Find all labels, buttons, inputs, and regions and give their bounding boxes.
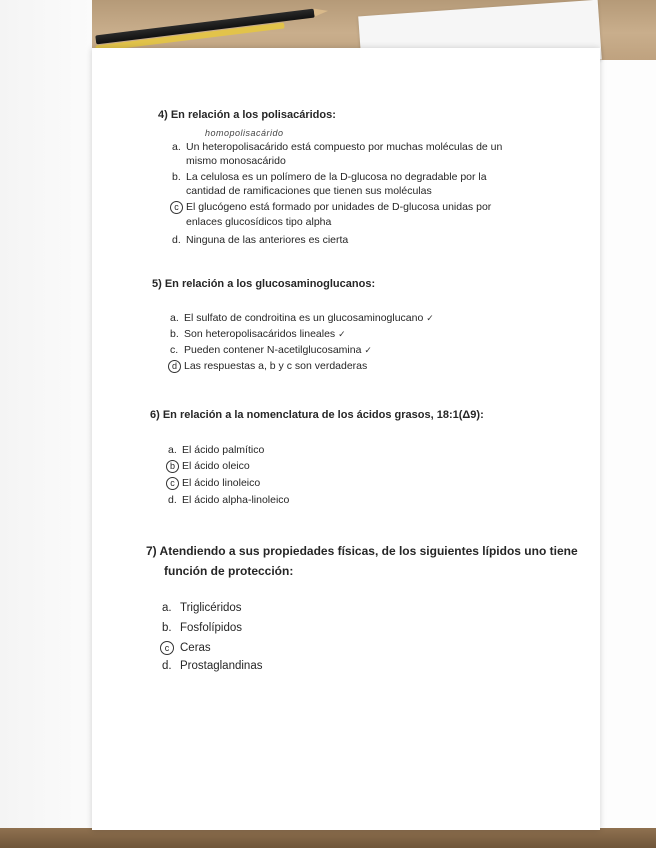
- checkmark-icon: ✓: [338, 329, 346, 339]
- q4-option-b: b. La celulosa es un polímero de la D-glucosa no degradable por la: [172, 171, 487, 183]
- question-6-title: 6) En relación a la nomenclatura de los ácidos grasos, 18:1(Δ9):: [150, 409, 484, 421]
- circled-answer-icon: c: [160, 641, 174, 655]
- question-4-title: 4) En relación a los polisacáridos:: [158, 109, 336, 121]
- q5-option-d: d Las respuestas a, b y c son verdaderas: [168, 359, 367, 373]
- q6-option-a: a. El ácido palmítico: [168, 444, 265, 456]
- q6-option-c: c El ácido linoleico: [166, 476, 260, 490]
- circled-answer-icon: b: [166, 460, 179, 473]
- circled-answer-icon: c: [170, 201, 183, 214]
- circled-answer-icon: d: [168, 360, 181, 373]
- q5-option-a: a. El sulfato de condroitina es un glucosaminoglucano ✓: [170, 312, 434, 324]
- q7-option-c: c Ceras: [160, 640, 211, 656]
- q6-option-b: b El ácido oleico: [166, 459, 250, 473]
- question-7-title-line2: función de protección:: [164, 564, 294, 578]
- question-7-title-line1: 7) Atendiendo a sus propiedades físicas, de los siguientes lípidos uno tiene: [146, 544, 578, 558]
- question-5-title: 5) En relación a los glucosaminoglucanos:: [152, 278, 376, 290]
- q4-option-a-cont: mismo monosacárido: [186, 155, 286, 167]
- q5-option-c: c. Pueden contener N-acetilglucosamina ✓: [170, 344, 372, 356]
- q4-option-c-cont: enlaces glucosídicos tipo alpha: [186, 216, 332, 228]
- checkmark-icon: ✓: [364, 345, 372, 355]
- q4-option-d: d. Ninguna de las anteriores es cierta: [172, 234, 349, 246]
- q7-option-a: a. Triglicéridos: [162, 602, 242, 614]
- q4-option-b-cont: cantidad de ramificaciones que tienen sus moléculas: [186, 185, 432, 197]
- q4-option-a: a. Un heteropolisacárido está compuesto por muchas moléculas de un: [172, 141, 503, 153]
- q4-option-c: c El glucógeno está formado por unidades de D-glucosa unidas por: [170, 200, 491, 214]
- q6-option-d: d. El ácido alpha-linoleico: [168, 494, 290, 506]
- checkmark-icon: ✓: [426, 313, 434, 323]
- q7-option-b: b. Fosfolípidos: [162, 622, 243, 634]
- q5-option-b: b. Son heteropolisacáridos lineales ✓: [170, 328, 346, 340]
- circled-answer-icon: c: [166, 477, 179, 490]
- handwritten-note: homopolisacárido: [205, 128, 284, 138]
- q7-option-d: d. Prostaglandinas: [162, 660, 263, 672]
